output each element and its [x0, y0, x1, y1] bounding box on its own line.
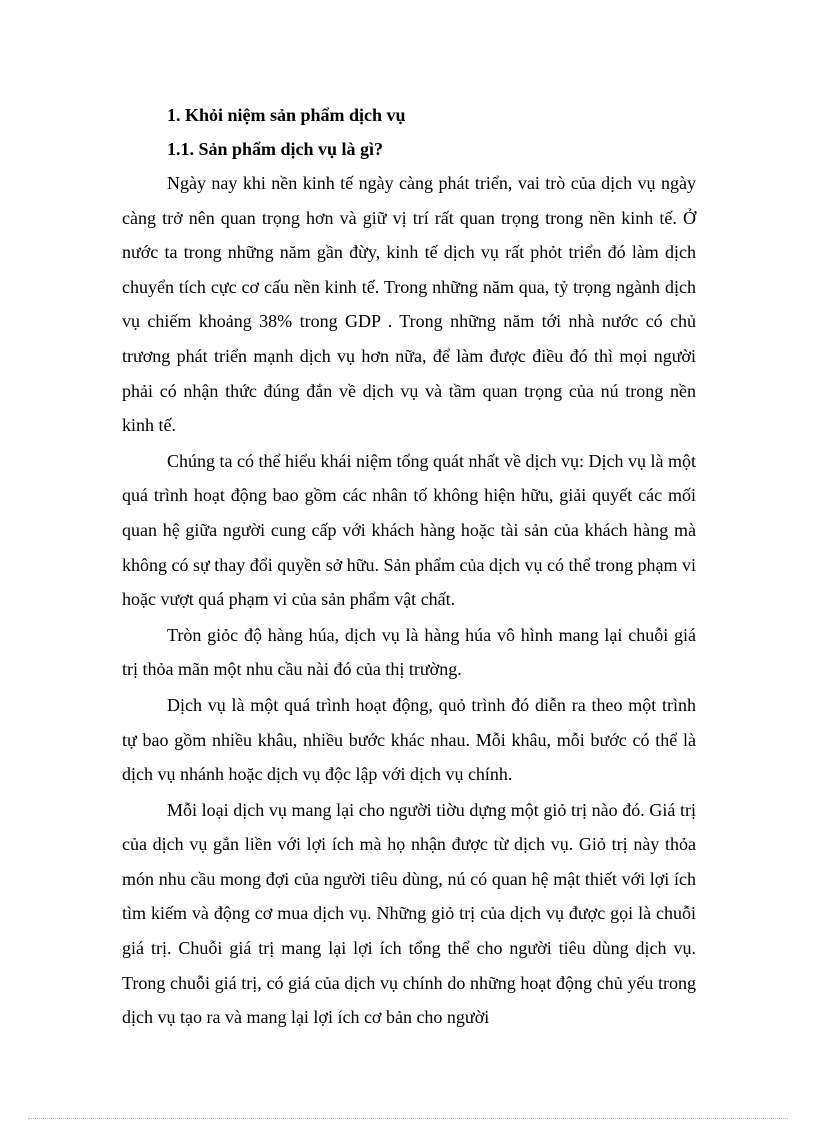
paragraph-value-chain: Mỗi loại dịch vụ mang lại cho người tiờu dựng một giỏ trị nào đó. Giá trị của dịch vụ gắn liền với lợi ích mà họ nhận được từ dịch vụ. Giỏ trị này thỏa món nhu cầu mong đợi của người tiêu dùng, nú có quan hệ mật thiết với lợi ích tìm kiếm và động cơ mua dịch vụ. Những giỏ trị của dịch vụ được gọi là chuỗi giá trị. Chuỗi giá trị mang lại lợi ích tổng thể cho người tiêu dùng dịch vụ. Trong chuỗi giá trị, có giá của dịch vụ chính do những hoạt động chủ yếu trong dịch vụ tạo ra và mang lại lợi ích cơ bản cho người — [122, 799, 696, 1028]
paragraph-definition: Chúng ta có thể hiểu khái niệm tổng quát nhất về dịch vụ: Dịch vụ là một quá trình hoạt động bao gồm các nhân tố không hiện hữu, giải quyết các mối quan hệ giữa người cung cấp với khách hàng hoặc tài sản của khách hàng mà không có sự thay đổi quyền sở hữu. Sản phẩm của dịch vụ có thể trong phạm vi hoặc vượt quá phạm vi của sản phẩm vật chất. — [122, 450, 696, 610]
paragraph-intro: Ngày nay khi nền kinh tế ngày càng phát triển, vai trò của dịch vụ ngày càng trở nên quan trọng hơn và giữ vị trí rất quan trọng trong nền kinh tế. Ở nước ta trong những năm gần đừy, kinh tế dịch vụ rất phỏt triển đó làm dịch chuyển tích cực cơ cấu nền kinh tế. Trong những năm qua, tỷ trọng ngành dịch vụ chiếm khoảng 38% trong GDP . Trong những năm tới nhà nước có chủ trương phát triển mạnh dịch vụ hơn nữa, để làm được điều đó thì mọi người phải có nhận thức đúng đắn về dịch vụ và tầm quan trọng của nú trong nền kinh tế. — [122, 173, 696, 436]
document-body — [122, 98, 696, 1036]
paragraph-goods-view: Tròn giỏc độ hàng húa, dịch vụ là hàng húa vô hình mang lại chuỗi giá trị thỏa mãn một nhu cầu nài đó của thị trường. — [122, 624, 696, 680]
subsection-heading: 1.1. Sản phẩm dịch vụ là gì? — [167, 139, 384, 159]
section-heading: 1. Khỏi niệm sản phẩm dịch vụ — [167, 105, 406, 125]
paragraph-process: Dịch vụ là một quá trình hoạt động, quỏ trình đó diễn ra theo một trình tự bao gồm nhiều khâu, nhiều bước khác nhau. Mỗi khâu, mỗi bước có thể là dịch vụ nhánh hoặc dịch vụ độc lập với dịch vụ chính. — [122, 694, 696, 785]
page-bottom-divider — [28, 1118, 788, 1119]
